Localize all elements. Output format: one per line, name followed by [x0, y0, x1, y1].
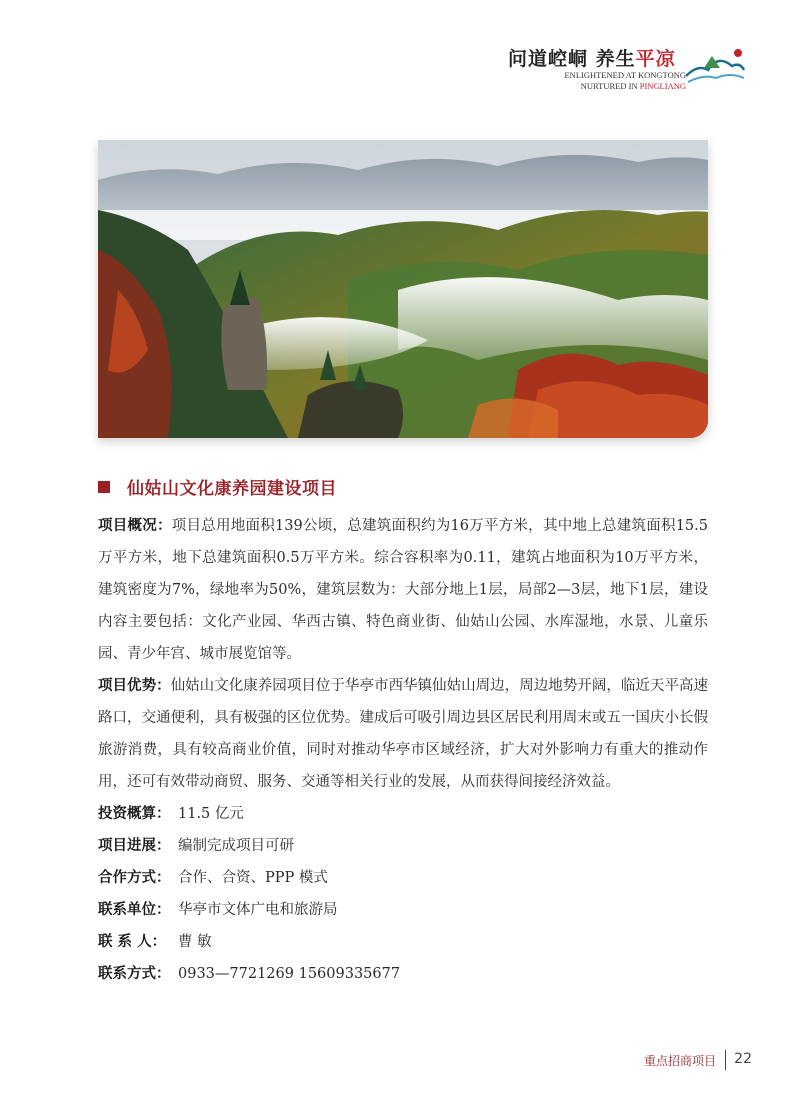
overview-paragraph: [98, 510, 708, 670]
info-label: 联系方式：: [98, 965, 171, 982]
slogan-part-1: 问道崆峒: [508, 48, 589, 70]
advantages-label: 项目优势：: [98, 677, 171, 694]
info-value: 华亭市文体广电和旅游局: [178, 902, 338, 918]
slogan-english-highlight: PINGLIANG: [639, 81, 686, 91]
slogan-text: [508, 44, 676, 71]
title-square-icon: [98, 481, 110, 493]
advantages-paragraph: [98, 670, 708, 798]
info-contact-unit: [98, 894, 708, 926]
info-contact-phone: [98, 958, 708, 990]
overview-label: 项目概况：: [98, 517, 172, 534]
info-label: 合作方式：: [98, 869, 171, 886]
info-contact-person: [98, 926, 708, 958]
slogan-part-3: 平凉: [635, 48, 676, 70]
mountain-logo-icon: [684, 46, 746, 88]
slogan-english-prefix: NURTURED IN: [580, 81, 640, 91]
info-investment: [98, 798, 708, 830]
section-title-text: 仙姑山文化康养园建设项目: [127, 479, 337, 499]
info-progress: [98, 830, 708, 862]
info-label: 联 系 人：: [98, 933, 167, 950]
landscape-photo: [98, 140, 708, 438]
project-content: [98, 510, 708, 990]
info-label: 投资概算：: [98, 805, 171, 822]
info-cooperation: [98, 862, 708, 894]
info-label: 项目进展：: [98, 837, 171, 854]
slogan-part-2: 养生: [595, 48, 636, 70]
info-value: 11.5 亿元: [178, 806, 244, 822]
footer-section-name: 重点招商项目: [643, 1054, 716, 1068]
overview-text: 项目总用地面积139公顷，总建筑面积约为16万平方米，其中地上总建筑面积15.5万平方米，地下总建筑面积0.5万平方米。综合容积率为0.11，建筑占地面积为10万平方米，建筑密度为7%，绿地率为50%，建筑层数为：大部分地上1层，局部2—3层，地下1层，建设内容主要包括：文化产业园、华西古镇、特色商业街、仙姑山公园、水库湿地，水景、儿童乐园、青少年宫、城市展览馆等。: [98, 518, 708, 662]
footer-divider: [725, 1050, 726, 1070]
info-label: 联系单位：: [98, 901, 171, 918]
page-number: 22: [734, 1051, 752, 1067]
info-value: 编制完成项目可研: [178, 838, 294, 854]
mountain-landscape-photo-icon: [98, 140, 708, 438]
info-value: 0933—7721269 15609335677: [178, 966, 401, 982]
info-value: 曹 敏: [178, 934, 212, 950]
header-logo: [508, 44, 746, 90]
info-value: 合作、合资、PPP 模式: [178, 870, 328, 886]
slogan-english-line1: ENLIGHTENED AT KONGTONG: [564, 70, 686, 80]
advantages-text: 仙姑山文化康养园项目位于华亭市西华镇仙姑山周边，周边地势开阔，临近天平高速路口，交通便利，具有极强的区位优势。建成后可吸引周边县区居民利用周末或五一国庆小长假旅游消费，具有较高商业价值，同时对推动华亭市区域经济，扩大对外影响力有重大的推动作用，还可有效带动商贸、服务、交通等相关行业的发展，从而获得间接经济效益。: [98, 678, 708, 790]
slogan-english-line2: [581, 81, 686, 91]
